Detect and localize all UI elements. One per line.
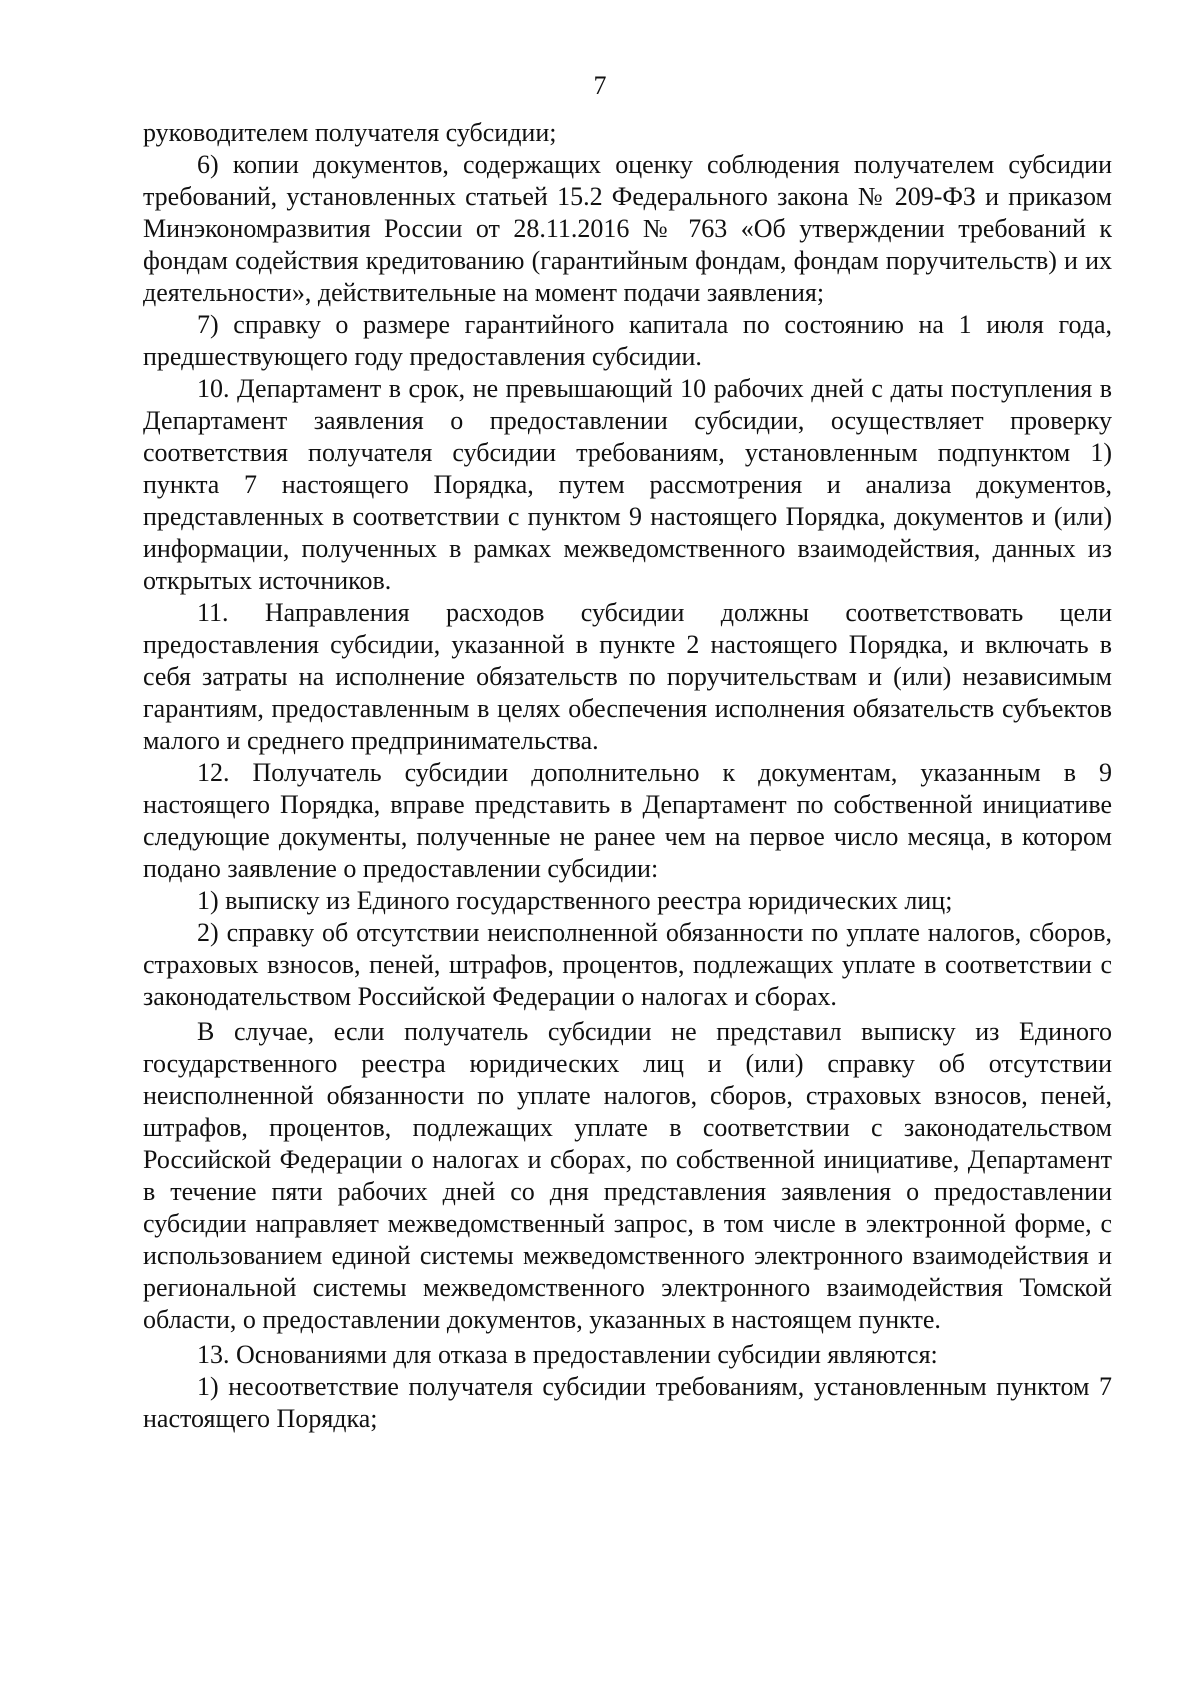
- paragraph-clause-13: 13. Основаниями для отказа в предоставлении субсидии являются:: [197, 1340, 938, 1369]
- paragraph-item-6-compliance-docs: 6) копии документов, содержащих оценку соблюдения получателем субсидии требований, установленных статьей 15.2 Федерального закона № 209-ФЗ и приказом Минэкономразвития России от 28.11.2016 № 763 «Об утверждении требований к фондам содействия кредитованию (гарантийным фондам, фондам поручительств) и их деятельности», действительные на момент подачи заявления;: [143, 150, 1112, 307]
- paragraph-clause-12-item-1: 1) выписку из Единого государственного реестра юридических лиц;: [197, 886, 953, 915]
- paragraph-interagency-request: В случае, если получатель субсидии не представил выписку из Единого государственного реестра юридических лиц и (или) справку об отсутствии неисполненной обязанности по уплате налогов, сборов, страховых взносов, пеней, штрафов, процентов, подлежащих уплате в соответствии с законодательством Российской Федерации о налогах и сборах, по собственной инициативе, Департамент в течение пяти рабочих дней со дня представления заявления о предоставлении субсидии направляет межведомственный запрос, в том числе в электронной форме, с использованием единой системы межведомственного электронного взаимодействия и региональной системы межведомственного электронного взаимодействия Томской области, о предоставлении документов, указанных в настоящем пункте.: [143, 1017, 1112, 1334]
- paragraph-clause-13-item-1: 1) несоответствие получателя субсидии требованиям, установленным пунктом 7 настоящего Порядка;: [143, 1372, 1112, 1433]
- paragraph-recipient-head: руководителем получателя субсидии;: [143, 118, 557, 147]
- paragraph-clause-11: 11. Направления расходов субсидии должны соответствовать цели предоставления субсидии, указанной в пункте 2 настоящего Порядка, и включать в себя затраты на исполнение обязательств по поручительствам и (или) независимым гарантиям, предоставленным в целях обеспечения исполнения обязательств субъектов малого и среднего предпринимательства.: [143, 598, 1112, 755]
- paragraph-clause-12-item-2: 2) справку об отсутствии неисполненной обязанности по уплате налогов, сборов, страховых взносов, пеней, штрафов, процентов, подлежащих уплате в соответствии с законодательством Российской Федерации о налогах и сборах.: [143, 918, 1112, 1011]
- paragraph-clause-12: 12. Получатель субсидии дополнительно к документам, указанным в 9 настоящего Порядка, вправе представить в Департамент по собственной инициативе следующие документы, полученные не ранее чем на первое число месяца, в котором подано заявление о предоставлении субсидии:: [143, 758, 1112, 883]
- paragraph-clause-10: 10. Департамент в срок, не превышающий 10 рабочих дней с даты поступления в Департамент заявления о предоставлении субсидии, осуществляет проверку соответствия получателя субсидии требованиям, установленным подпунктом 1) пункта 7 настоящего Порядка, путем рассмотрения и анализа документов, представленных в соответствии с пунктом 9 настоящего Порядка, документов и (или) информации, полученных в рамках межведомственного взаимодействия, данных из открытых источников.: [143, 374, 1112, 595]
- page-number: 7: [593, 71, 607, 100]
- paragraph-item-7-guarantee-capital: 7) справку о размере гарантийного капитала по состоянию на 1 июля года, предшествующего году предоставления субсидии.: [143, 310, 1112, 371]
- document-body: [143, 117, 1112, 1435]
